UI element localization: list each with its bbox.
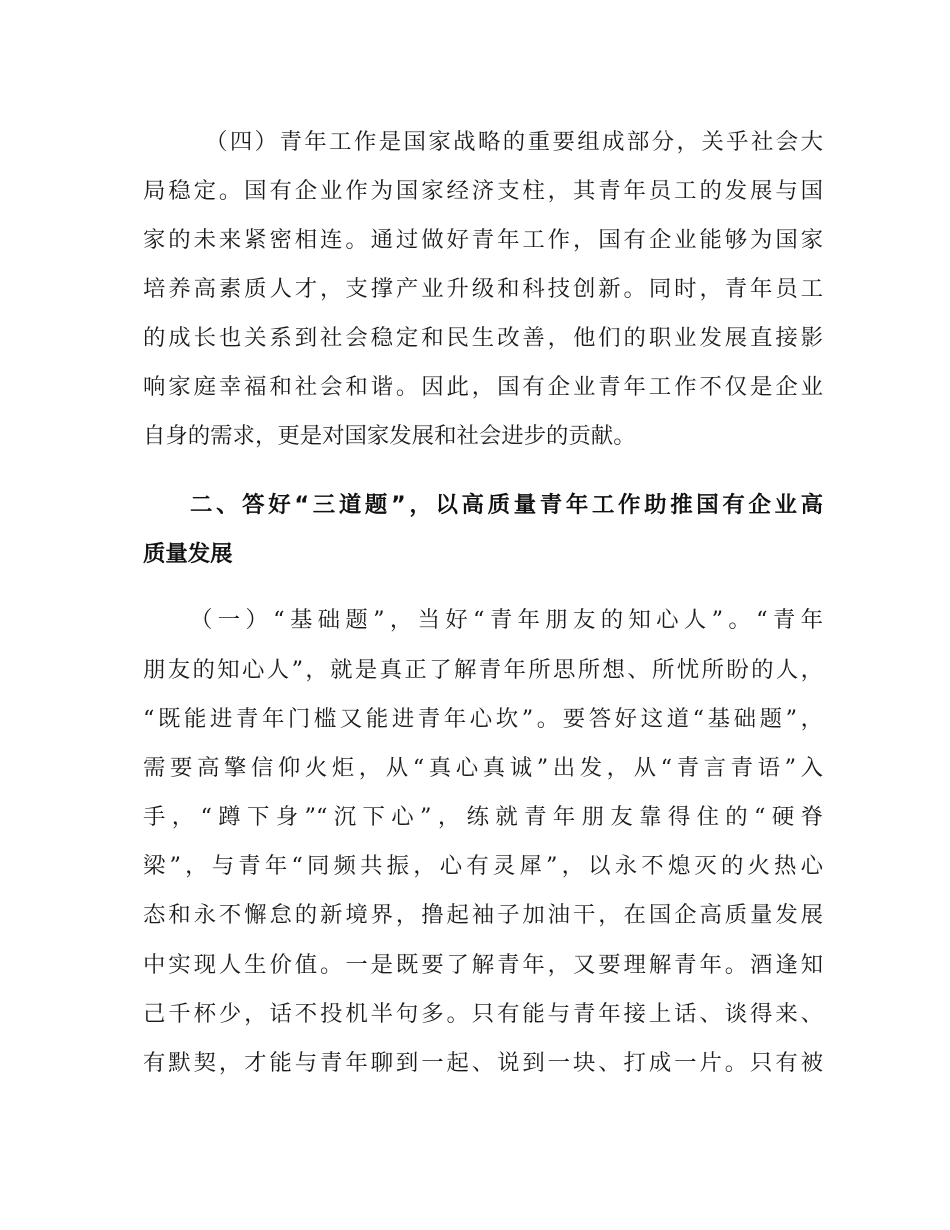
paragraph-1-line-7: 态和永不懈怠的新境界，撸起袖子加油干，在国企高质量发展 <box>143 902 823 928</box>
paragraph-4-line-3: 家的未来紧密相连。通过做好青年工作，国有企业能够为国家 <box>143 227 823 253</box>
paragraph-1-line-4: 需要高擎信仰火炬，从“真心真诚”出发，从“青言青语”入 <box>143 755 823 781</box>
paragraph-4-line-5: 的成长也关系到社会稳定和民生改善，他们的职业发展直接影 <box>143 325 823 351</box>
section-heading-line-1: 二、答好“三道题”，以高质量青年工作助推国有企业高 <box>190 492 823 518</box>
paragraph-4-line-2: 局稳定。国有企业作为国家经济支柱，其青年员工的发展与国 <box>143 178 823 204</box>
paragraph-1-line-6: 梁”，与青年“同频共振，心有灵犀”，以永不熄灭的火热心 <box>143 853 823 879</box>
paragraph-1-line-2: 朋友的知心人”，就是真正了解青年所思所想、所忧所盼的人， <box>143 657 823 683</box>
paragraph-4-line-1: （四）青年工作是国家战略的重要组成部分，关乎社会大 <box>205 129 823 155</box>
paragraph-1-line-3: “既能进青年门槛又能进青年心坎”。要答好这道“基础题”， <box>143 706 823 732</box>
paragraph-4-line-7: 自身的需求，更是对国家发展和社会进步的贡献。 <box>143 423 636 449</box>
paragraph-1-line-1: （一）“基础题”，当好“青年朋友的知心人”。“青年 <box>190 607 823 633</box>
paragraph-1-line-9: 己千杯少，话不投机半句多。只有能与青年接上话、谈得来、 <box>143 1001 823 1027</box>
paragraph-1-line-5: 手，“蹲下身”“沉下心”，练就青年朋友靠得住的“硬脊 <box>143 804 823 830</box>
paragraph-4-line-4: 培养高素质人才，支撑产业升级和科技创新。同时，青年员工 <box>143 276 823 302</box>
section-heading-line-2: 质量发展 <box>143 541 233 567</box>
paragraph-1-line-8: 中实现人生价值。一是既要了解青年，又要理解青年。酒逢知 <box>143 952 823 978</box>
paragraph-4-line-6: 响家庭幸福和社会和谐。因此，国有企业青年工作不仅是企业 <box>143 374 823 400</box>
paragraph-1-line-10: 有默契，才能与青年聊到一起、说到一块、打成一片。只有被 <box>143 1050 823 1076</box>
